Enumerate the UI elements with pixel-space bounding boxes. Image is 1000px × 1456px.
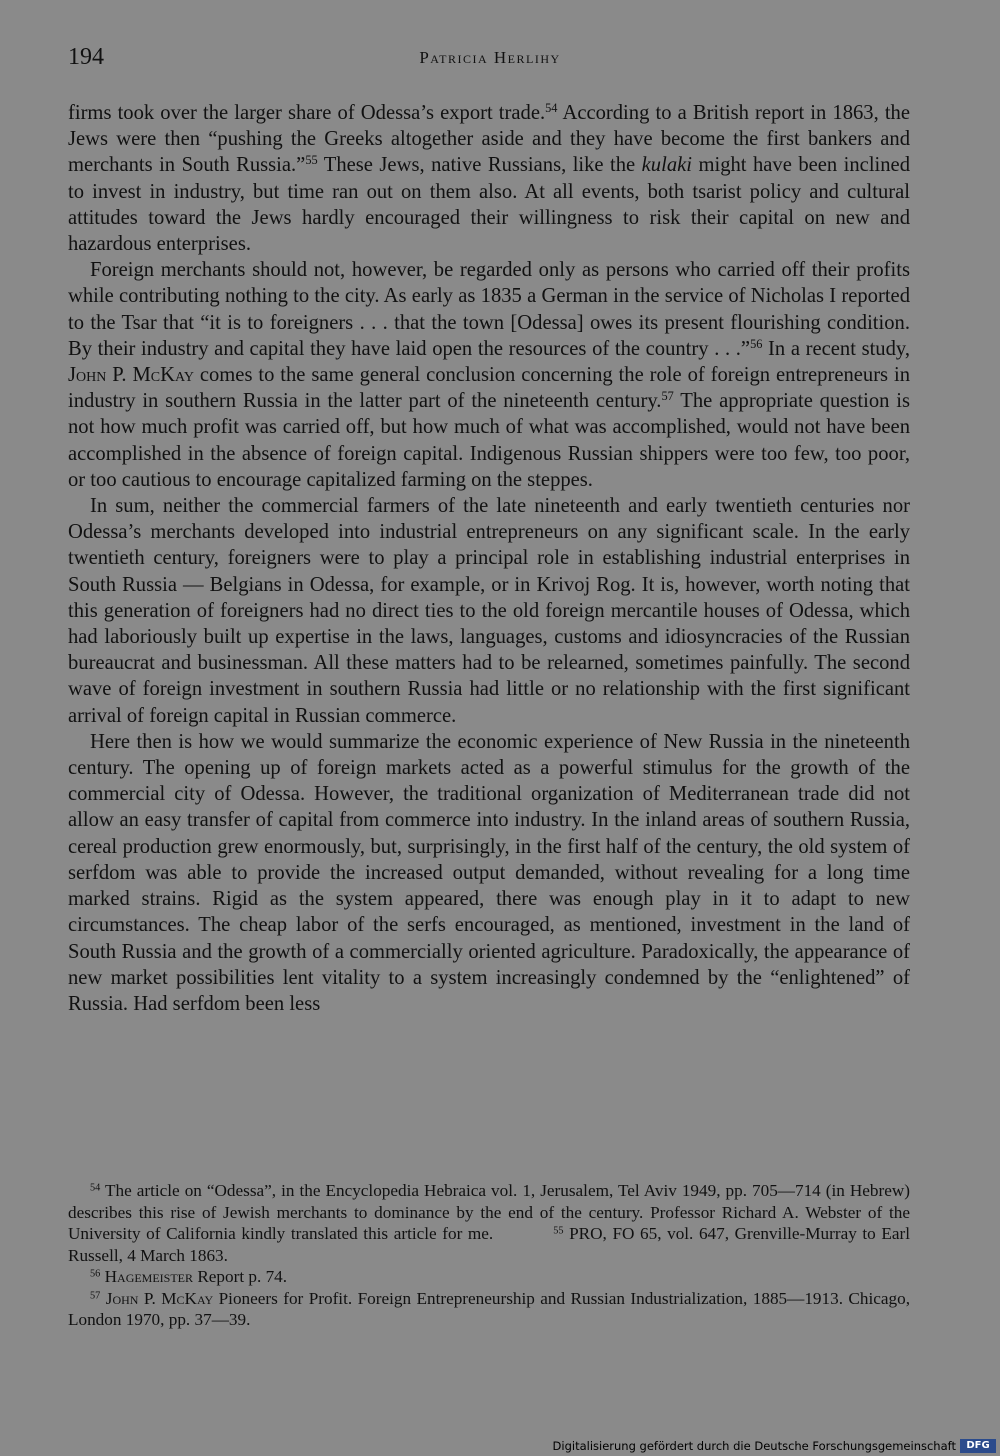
footnote-ref-57: 57 bbox=[661, 389, 674, 404]
text-run: firms took over the larger share of Odessa’s export trade. bbox=[68, 102, 546, 124]
text-run: might have been inclined to invest in industry, but time ran out on them also. At all events, both tsarist policy and cultural attitudes toward the Jews hardly encouraged their willingness to risk their capital on new and hazardous enterprises. bbox=[68, 154, 910, 256]
author-name: John P. McKay bbox=[68, 364, 194, 387]
footnote-54 bbox=[68, 1180, 910, 1266]
footnote-56 bbox=[68, 1266, 910, 1288]
text-run: These Jews, native Russians, like the bbox=[317, 154, 642, 177]
body-text bbox=[68, 100, 910, 1017]
italic-term: kulaki bbox=[641, 154, 692, 177]
text-run: Foreign merchants should not, however, be regarded only as persons who carried off their profits while contributing nothing to the city. As early as 1835 a German in the service of Nicholas I reported to the Tsar that “it is to foreigners . . . that the town [Odessa] owes its present flourishing condition. By their industry and capital they have laid open the resources of the country . . .” bbox=[68, 259, 910, 360]
footnote-text: Pioneers for Profit. Foreign Entrepreneurship and Russian Industrialization, 1885—1913. Chicago, London 1970, pp. 37—39. bbox=[68, 1288, 910, 1329]
author-name: John P. McKay bbox=[105, 1288, 214, 1308]
page-header bbox=[68, 44, 912, 78]
funding-credit: Digitalisierung gefördert durch die Deutsche Forschungsgemeinschaft bbox=[552, 1439, 956, 1453]
page-number: 194 bbox=[68, 44, 104, 70]
author-name: Hagemeister bbox=[104, 1267, 194, 1286]
dfg-logo-icon: DFG bbox=[960, 1439, 996, 1453]
text-run: comes to the same general conclusion concerning the role of foreign entrepreneurs in industry in southern Russia in the latter part of the nineteenth century. bbox=[68, 364, 910, 413]
footnote-57 bbox=[68, 1288, 910, 1331]
footnote-number: 55 bbox=[553, 1225, 564, 1237]
digitization-footer bbox=[0, 1436, 1000, 1456]
paragraph-3: In sum, neither the commercial farmers of the late nineteenth and early twentieth centuries nor Odessa’s merchants developed into industrial entrepreneurs on any significant scale. In the early twentieth century, foreigners were to play a principal role in establishing industrial enterprises in South Russia — Belgians in Odessa, for example, or in Krivoj Rog. It is, however, worth noting that this generation of foreigners had no direct ties to the old foreign mercantile houses of Odessa, which had laboriously built up expertise in the laws, languages, customs and idiosyncracies of the Russian bureaucrat and businessman. All these matters had to be relearned, sometimes painfully. The second wave of foreign investment in southern Russia had little or no relationship with the first significant arrival of foreign capital in Russian commerce. bbox=[68, 495, 910, 727]
footnote-text: PRO, FO 65, vol. 647, Grenville-Murray to Earl Russell, 4 March 1863. bbox=[68, 1224, 911, 1265]
paragraph-1 bbox=[68, 100, 910, 257]
footnote-number: 57 bbox=[90, 1289, 101, 1301]
footnote-number: 54 bbox=[90, 1182, 101, 1194]
footnotes bbox=[68, 1180, 910, 1331]
footnote-ref-54: 54 bbox=[545, 101, 558, 116]
footnote-ref-55: 55 bbox=[305, 153, 318, 168]
footnote-ref-56: 56 bbox=[750, 337, 763, 352]
text-run: In a recent study, bbox=[762, 337, 911, 360]
paragraph-4: Here then is how we would summarize the economic experience of New Russia in the nineteenth century. The opening up of foreign markets acted as a powerful stimulus for the growth of the commercial city of Odessa. However, the traditional organization of Mediterranean trade did not allow an easy transfer of capital from commerce into industry. In the inland areas of southern Russia, cereal production grew enormously, but, surprisingly, in the first half of the century, the old system of serfdom was able to provide the increased output demanded, without revealing for a long time marked strains. Rigid as the system appeared, there was enough play in it to adapt to new circumstances. The cheap labor of the serfs encouraged, as mentioned, investment in the land of South Russia and the growth of a commercially oriented agriculture. Paradoxically, the appearance of new market possibilities lent vitality to a system increasingly condemned by the “enlightened” of Russia. Had serfdom been less bbox=[68, 730, 910, 1015]
text-run: According to a British report in 1863, the Jews were then “pushing the Greeks altogether aside and they have become the first bankers and merchants in South Russia.” bbox=[68, 102, 910, 177]
footnote-number: 56 bbox=[90, 1268, 101, 1280]
footnote-text: Report p. 74. bbox=[193, 1267, 288, 1286]
paragraph-2 bbox=[68, 257, 910, 493]
running-head: Patricia Herlihy bbox=[419, 48, 561, 67]
footnote-text: The article on “Odessa”, in the Encyclopedia Hebraica vol. 1, Jerusalem, Tel Aviv 1949, pp. 705—714 (in Hebrew) describes this rise of Jewish merchants to dominance by the end of the century. Professor Richard A. Webster of the University of California kindly translated this article for me. bbox=[68, 1181, 910, 1243]
text-run: The appropriate question is not how much profit was carried off, but how much of what was accomplished, would not have been accomplished in the absence of foreign capital. Indigenous Russian shippers were too few, too poor, or too cautious to encourage capitalized farming on the steppes. bbox=[68, 390, 910, 491]
